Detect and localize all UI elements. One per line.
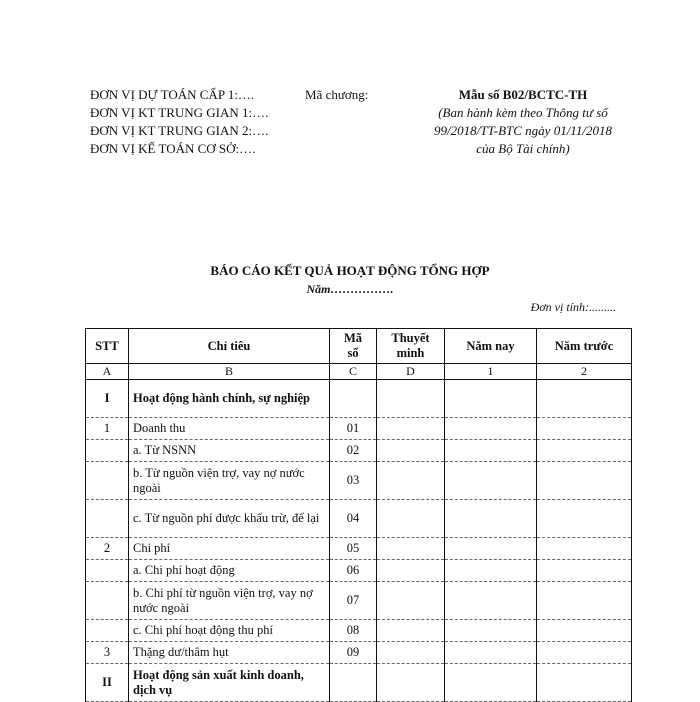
last-year-cell (537, 582, 632, 620)
col-header-indicator: Chỉ tiêu (129, 329, 330, 364)
this-year-cell (445, 538, 537, 560)
stt-cell (86, 620, 129, 642)
stt-cell (86, 560, 129, 582)
indicator-cell: Hoạt động hành chính, sự nghiệp (129, 380, 330, 418)
this-year-cell (445, 500, 537, 538)
code-cell: 05 (330, 538, 377, 560)
last-year-cell (537, 500, 632, 538)
stt-cell: 2 (86, 538, 129, 560)
letter-cell: 1 (445, 364, 537, 380)
code-cell: 09 (330, 642, 377, 664)
indicator-cell: Doanh thu (129, 418, 330, 440)
col-header-code: Mã số (330, 329, 377, 364)
table-row (86, 462, 632, 500)
last-year-cell (537, 380, 632, 418)
note-cell (377, 664, 445, 702)
table-row (86, 620, 632, 642)
note-cell (377, 500, 445, 538)
report-table (85, 328, 632, 702)
indicator-cell: b. Từ nguồn viện trợ, vay nợ nước ngoài (129, 462, 330, 500)
table-row (86, 642, 632, 664)
stt-cell (86, 462, 129, 500)
code-cell (330, 380, 377, 418)
indicator-cell: Thặng dư/thâm hụt (129, 642, 330, 664)
note-cell (377, 380, 445, 418)
table-header-row (86, 329, 632, 364)
indicator-cell: a. Từ NSNN (129, 440, 330, 462)
table-row (86, 380, 632, 418)
note-cell (377, 440, 445, 462)
indicator-cell: Chi phí (129, 538, 330, 560)
stt-cell: II (86, 664, 129, 702)
table-row (86, 418, 632, 440)
last-year-cell (537, 418, 632, 440)
note-cell (377, 582, 445, 620)
indicator-cell: a. Chi phí hoạt động (129, 560, 330, 582)
this-year-cell (445, 664, 537, 702)
table-row (86, 500, 632, 538)
unit-of-measure: Đơn vị tính:......... (530, 300, 616, 314)
col-header-note: Thuyết minh (377, 329, 445, 364)
this-year-cell (445, 582, 537, 620)
unit-line-3: ĐƠN VỊ KT TRUNG GIAN 2:…. (90, 123, 269, 138)
report-year: Năm……………. (306, 282, 394, 296)
stt-cell: I (86, 380, 129, 418)
this-year-cell (445, 380, 537, 418)
indicator-cell: c. Từ nguồn phí được khấu trừ, để lại (129, 500, 330, 538)
col-header-this-year: Năm nay (445, 329, 537, 364)
letter-cell: B (129, 364, 330, 380)
note-cell (377, 418, 445, 440)
stt-cell: 3 (86, 642, 129, 664)
form-number: Mẫu số B02/BCTC-TH (458, 87, 588, 102)
this-year-cell (445, 440, 537, 462)
code-cell (330, 664, 377, 702)
table-row (86, 664, 632, 702)
form-info-block (418, 86, 628, 158)
issued-line-3: của Bộ Tài chính) (476, 141, 570, 156)
last-year-cell (537, 560, 632, 582)
letter-cell: C (330, 364, 377, 380)
last-year-cell (537, 538, 632, 560)
code-cell: 02 (330, 440, 377, 462)
unit-line-1: ĐƠN VỊ DỰ TOÁN CẤP 1:…. (90, 87, 255, 102)
stt-cell (86, 440, 129, 462)
code-cell: 04 (330, 500, 377, 538)
note-cell (377, 462, 445, 500)
unit-line-2: ĐƠN VỊ KT TRUNG GIAN 1:…. (90, 105, 269, 120)
report-title: BÁO CÁO KẾT QUẢ HOẠT ĐỘNG TỔNG HỢP (210, 263, 490, 278)
this-year-cell (445, 560, 537, 582)
unit-info-block (90, 86, 268, 158)
indicator-cell: b. Chi phí từ nguồn viện trợ, vay nợ nước ngoài (129, 582, 330, 620)
last-year-cell (537, 664, 632, 702)
last-year-cell (537, 642, 632, 664)
stt-cell (86, 582, 129, 620)
stt-cell: 1 (86, 418, 129, 440)
col-header-last-year: Năm trước (537, 329, 632, 364)
note-cell (377, 538, 445, 560)
this-year-cell (445, 642, 537, 664)
code-cell: 03 (330, 462, 377, 500)
table-row (86, 538, 632, 560)
column-letter-row (86, 364, 632, 380)
note-cell (377, 560, 445, 582)
last-year-cell (537, 440, 632, 462)
table-row (86, 440, 632, 462)
chapter-code: Mã chương: (305, 87, 369, 102)
letter-cell: D (377, 364, 445, 380)
this-year-cell (445, 418, 537, 440)
stt-cell (86, 500, 129, 538)
this-year-cell (445, 620, 537, 642)
table-row (86, 560, 632, 582)
last-year-cell (537, 620, 632, 642)
letter-cell: 2 (537, 364, 632, 380)
last-year-cell (537, 462, 632, 500)
indicator-cell: c. Chi phí hoạt động thu phí (129, 620, 330, 642)
note-cell (377, 642, 445, 664)
code-cell: 07 (330, 582, 377, 620)
code-cell: 06 (330, 560, 377, 582)
col-header-stt: STT (86, 329, 129, 364)
code-cell: 01 (330, 418, 377, 440)
indicator-cell: Hoạt động sản xuất kinh doanh, dịch vụ (129, 664, 330, 702)
issued-line-2: 99/2018/TT-BTC ngày 01/11/2018 (434, 123, 612, 138)
letter-cell: A (86, 364, 129, 380)
issued-line-1: (Ban hành kèm theo Thông tư số (438, 105, 608, 120)
code-cell: 08 (330, 620, 377, 642)
note-cell (377, 620, 445, 642)
table-row (86, 582, 632, 620)
unit-line-4: ĐƠN VỊ KẾ TOÁN CƠ SỞ:…. (90, 141, 256, 156)
this-year-cell (445, 462, 537, 500)
